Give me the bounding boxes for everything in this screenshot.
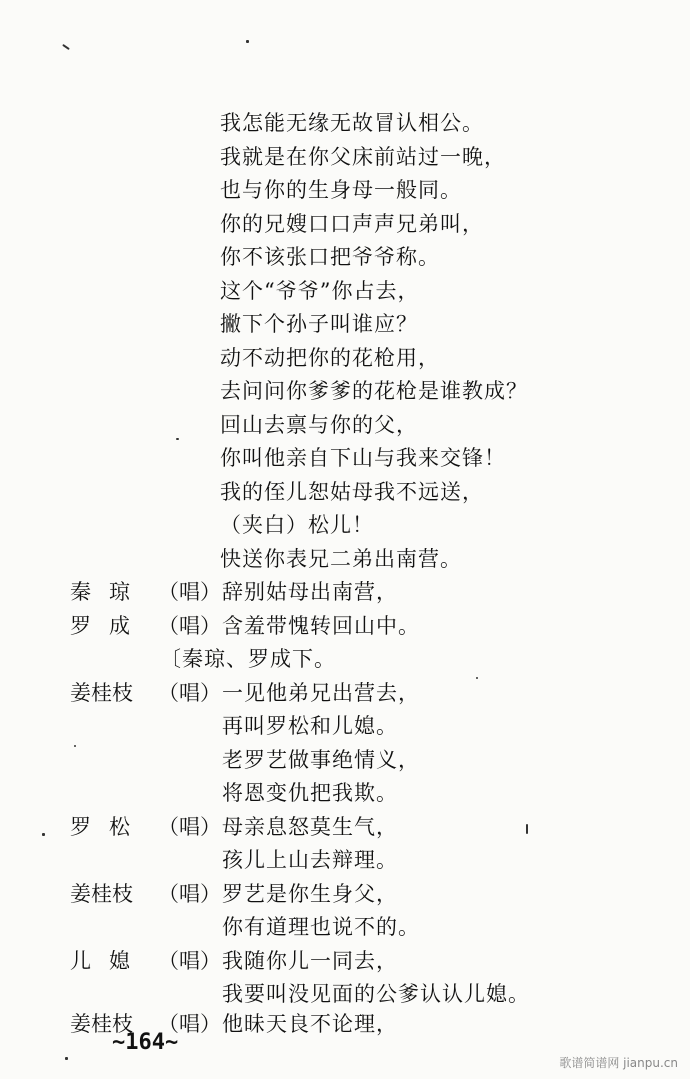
- site-watermark: 歌谱简谱网 jianpu.cn: [559, 1056, 678, 1070]
- speaker-name: 姜桂枝: [70, 681, 133, 705]
- verse-line: 你的兄嫂口口声声兄弟叫，: [220, 212, 484, 236]
- scan-speck: [74, 745, 76, 747]
- dialogue-line: 我随你儿一同去，: [222, 949, 398, 973]
- dialogue-line: 孩儿上山去辩理。: [222, 848, 398, 872]
- speaker-name: 姜桂枝: [70, 882, 133, 906]
- dialogue-line: 一见他弟兄出营去，: [222, 681, 420, 705]
- sing-tag: （唱）: [158, 1012, 221, 1036]
- verse-line: 你不该张口把爷爷称。: [220, 245, 440, 269]
- speaker-name: 罗松: [70, 815, 148, 839]
- dialogue-line: 老罗艺做事绝情义，: [222, 748, 420, 772]
- scan-speck: [62, 44, 70, 50]
- sing-tag: （唱）: [158, 614, 221, 638]
- sing-tag: （唱）: [158, 815, 221, 839]
- verse-line: 快送你表兄二弟出南营。: [220, 547, 462, 571]
- dialogue-line: 罗艺是你生身父，: [222, 882, 398, 906]
- dialogue-line: 含羞带愧转回山中。: [222, 614, 420, 638]
- scan-speck: [246, 40, 249, 43]
- verse-line: 也与你的生身母一般同。: [220, 178, 462, 202]
- verse-line: 动不动把你的花枪用，: [220, 346, 440, 370]
- scan-speck: [42, 833, 45, 836]
- scan-speck: [65, 1057, 68, 1060]
- verse-line: 你叫他亲自下山与我来交锋！: [220, 446, 506, 470]
- sing-tag: （唱）: [158, 580, 221, 604]
- speaker-name: 姜桂枝: [70, 1012, 133, 1036]
- verse-line: （夹白）松儿！: [220, 513, 374, 537]
- sing-tag: （唱）: [158, 882, 221, 906]
- dialogue-line: 他昧天良不论理，: [222, 1012, 398, 1036]
- verse-line: 撇下个孙子叫谁应？: [220, 312, 418, 336]
- verse-line: 这个“爷爷”你占去，: [220, 279, 420, 303]
- verse-line: 我怎能无缘无故冒认相公。: [220, 111, 484, 135]
- stage-direction: 〔秦琼、罗成下。: [160, 647, 336, 671]
- page-number: ~164~: [112, 1030, 179, 1055]
- dialogue-line: 将恩变仇把我欺。: [222, 781, 398, 805]
- dialogue-line: 我要叫没见面的公爹认认儿媳。: [222, 982, 530, 1006]
- verse-line: 我就是在你父床前站过一晚，: [220, 145, 506, 169]
- dialogue-line: 辞别姑母出南营，: [222, 580, 398, 604]
- verse-line: 回山去禀与你的父，: [220, 413, 418, 437]
- speaker-name: 儿媳: [70, 949, 148, 973]
- verse-line: 我的侄儿恕姑母我不远送，: [220, 480, 484, 504]
- sing-tag: （唱）: [158, 949, 221, 973]
- scan-speck: [476, 677, 478, 679]
- verse-line: 去问问你爹爹的花枪是谁教成？: [220, 379, 528, 403]
- speaker-name: 罗成: [70, 614, 148, 638]
- sing-tag: （唱）: [158, 681, 221, 705]
- dialogue-line: 母亲息怒莫生气，: [222, 815, 398, 839]
- scan-speck: [176, 438, 179, 440]
- dialogue-line: 再叫罗松和儿媳。: [222, 714, 398, 738]
- scan-speck: [526, 824, 528, 834]
- speaker-name: 秦琼: [70, 580, 148, 604]
- dialogue-line: 你有道理也说不的。: [222, 915, 420, 939]
